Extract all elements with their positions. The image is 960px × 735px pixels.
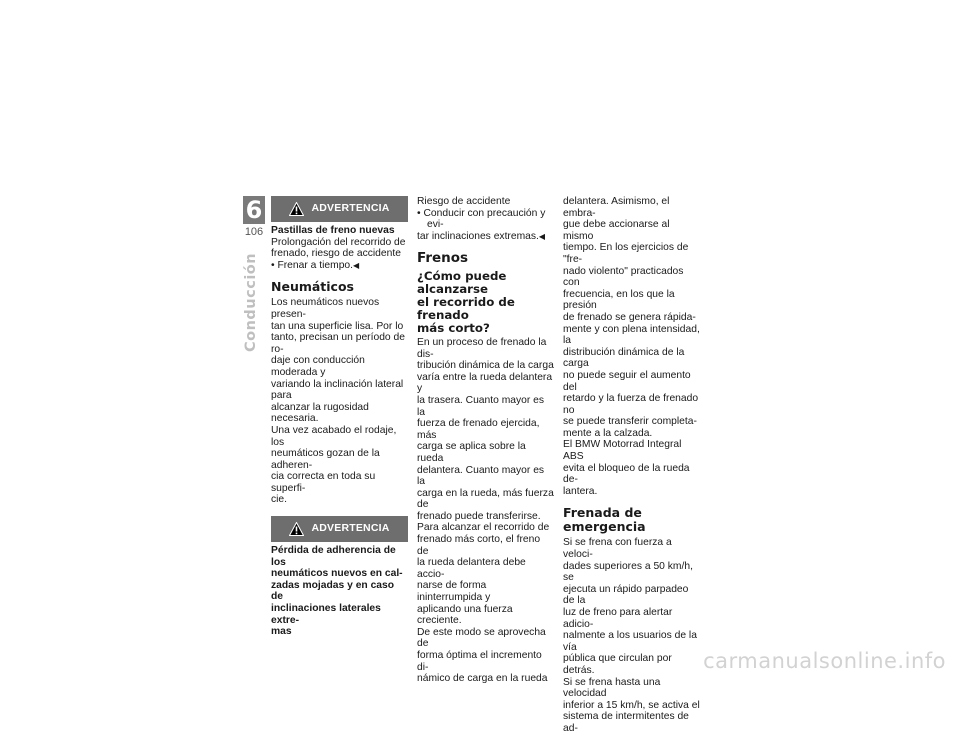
column-3	[563, 196, 700, 735]
text-line: El BMW Motorrad Integral ABS	[563, 439, 682, 463]
text-line: tan una superficie lisa. Por lo	[271, 320, 404, 332]
text-line: sistema de intermitentes de ad-	[563, 711, 689, 734]
chapter-title-vertical: Conducción	[243, 252, 259, 352]
text-line: aplicando una fuerza creciente.	[417, 603, 513, 627]
watermark: carmanualsonline.info	[703, 649, 946, 673]
text-line: nado violento" practicados con	[563, 265, 684, 289]
text-line: alcanzar la rugosidad necesaria.	[271, 401, 369, 425]
major-heading: Frenos	[417, 250, 469, 267]
section-heading: Neumáticos	[271, 279, 354, 295]
heading-line: más corto?	[417, 320, 490, 335]
section-text	[563, 537, 700, 734]
title-line: Pérdida de adherencia de los	[271, 545, 396, 568]
text-line: Riesgo de accidente	[417, 196, 511, 207]
heading-line: ¿Cómo puede alcanzarse	[417, 268, 507, 296]
warning-title: Pastillas de freno nuevas	[271, 225, 395, 236]
bullet-item	[271, 260, 408, 272]
text-line: cia correcta en toda su superfi-	[271, 471, 376, 494]
text-line: la trasera. Cuanto mayor es la	[417, 394, 545, 418]
sub-heading	[417, 270, 554, 335]
section-text	[271, 297, 408, 506]
text-line: varía entre la rueda delantera y	[417, 371, 553, 395]
text-line: lantera.	[563, 485, 598, 497]
chapter-number-box: 6	[243, 196, 265, 224]
text-line: fuerza de frenado ejercida, más	[417, 418, 540, 441]
column-1	[271, 196, 408, 638]
text-line: Una vez acabado el rodaje, los	[271, 424, 397, 448]
page-number: 106	[244, 226, 264, 238]
text-line: dades superiores a 50 km/h, se	[563, 560, 693, 584]
text-line: Los neumáticos nuevos presen-	[271, 297, 380, 320]
warning-triangle-icon	[289, 522, 304, 536]
heading-line: el recorrido de frenado	[417, 294, 515, 322]
text-line: luz de freno para alertar adicio-	[563, 607, 673, 630]
text-line: inferior a 15 km/h, se activa el	[563, 699, 700, 711]
text-line: evita el bloqueo de la rueda de-	[563, 462, 690, 486]
text-line: la rueda delantera debe accio-	[417, 557, 526, 580]
title-line: zadas mojadas y en caso de	[271, 579, 395, 603]
text-line: Si se frena hasta una velocidad	[563, 676, 661, 700]
text-line: frenado puede transferirse.	[417, 510, 541, 522]
warning-text	[271, 237, 408, 272]
bullet-line: • Conducir con precaución y evi-	[417, 207, 546, 231]
warning-banner	[271, 196, 408, 222]
section-heading: Frenada de emergencia	[563, 505, 646, 535]
body-text	[563, 196, 700, 497]
warning-banner	[271, 516, 408, 542]
text-line: Para alcanzar el recorrido de	[417, 522, 550, 534]
title-line: neumáticos nuevos en cal-	[271, 568, 403, 580]
text-line: no puede seguir el aumento del	[563, 369, 691, 393]
warning-label: ADVERTENCIA	[311, 522, 390, 535]
text-line: se puede transferir completa-	[563, 416, 697, 428]
bullet-item	[417, 208, 554, 243]
text-line: delantera. Asimismo, el embra-	[563, 196, 670, 219]
bullet-line-cont	[417, 230, 554, 243]
text-line: nalmente a los usuarios de la vía	[563, 630, 697, 653]
text-line: tiempo. En los ejercicios de "fre-	[563, 242, 689, 265]
text-line: pública que circulan por detrás.	[563, 653, 672, 676]
text-line: frenado, riesgo de accidente	[271, 248, 401, 260]
text-line: gue debe accionarse al mismo	[563, 219, 670, 242]
text-line: frenado más corto, el freno de	[417, 534, 541, 557]
text-line: Prolongación del recorrido de	[271, 236, 406, 248]
bullet-text: • Frenar a tiempo.	[271, 259, 354, 271]
body-text	[417, 337, 554, 685]
warning-title	[271, 545, 408, 638]
text-line: daje con conducción moderada y	[271, 355, 365, 378]
text-line: De este modo se aprovecha de	[417, 626, 546, 650]
bullet-text: tar inclinaciones extremas.	[417, 230, 539, 242]
column-2	[417, 196, 554, 685]
text-line: mente y con plena intensidad, la	[563, 323, 700, 347]
text-line: Si se frena con fuerza a veloci-	[563, 537, 672, 561]
text-line: námico de carga en la rueda	[417, 673, 548, 685]
warning-triangle-icon	[289, 202, 304, 216]
text-line: frecuencia, en los que la presión	[563, 288, 675, 312]
title-line: mas	[271, 626, 292, 638]
text-line: mente a la calzada.	[563, 427, 653, 439]
text-line: En un proceso de frenado la dis-	[417, 336, 547, 360]
text-line: ejecuta un rápido parpadeo de la	[563, 583, 689, 607]
text-line: retardo y la fuerza de frenado no	[563, 393, 699, 416]
end-mark: ◀	[353, 260, 360, 270]
text-line: tribución dinámica de la carga	[417, 360, 554, 372]
text-line: neumáticos gozan de la adheren-	[271, 448, 380, 471]
text-line: delantera. Cuanto mayor es la	[417, 464, 545, 488]
text-line: cie.	[271, 494, 288, 506]
text-line: tanto, precisan un período de ro-	[271, 332, 405, 355]
end-mark: ◀	[538, 231, 546, 241]
text-line: carga se aplica sobre la rueda	[417, 441, 526, 464]
warning-label: ADVERTENCIA	[311, 202, 390, 215]
text-line: variando la inclinación lateral para	[271, 378, 404, 402]
text-line: de frenado se genera rápida-	[563, 311, 696, 323]
text-line: carga en la rueda, más fuerza de	[417, 487, 554, 511]
text-line: forma óptima el incremento di-	[417, 650, 542, 673]
text-line: distribución dinámica de la carga	[563, 346, 685, 370]
title-line: inclinaciones laterales extre-	[271, 603, 381, 626]
text-line: narse de forma ininterrumpida y	[417, 580, 491, 604]
